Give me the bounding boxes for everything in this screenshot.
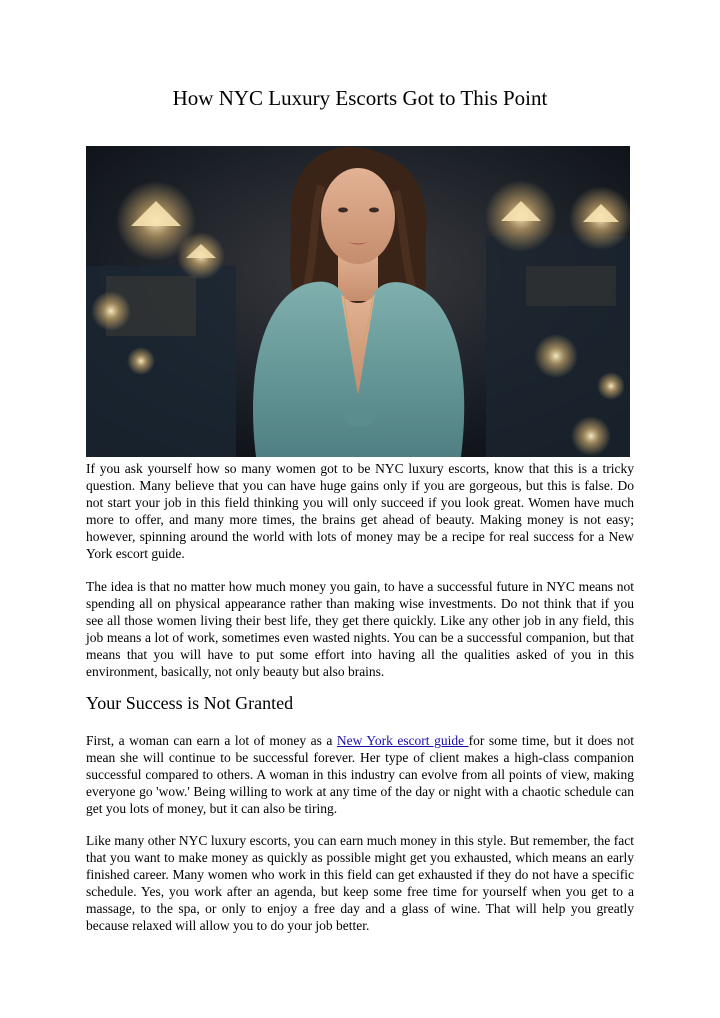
escort-guide-link[interactable]: New York escort guide — [336, 733, 469, 748]
rest-paragraph: Like many other NYC luxury escorts, you can earn much money in this style. But remember, the fact that you want to make money as quickly as possible might get you exhausted, which means an early finished career. Many women who work in this field can get exhausted if they do not have a specific schedule. Yes, you work after an agenda, but keep some free time for yourself when you get to a massage, to the spa, or only to enjoy a free day and a glass of wine. That will help you greatly because relaxed will allow you to do your job better. — [86, 833, 634, 933]
hero-photo — [86, 146, 630, 457]
section-heading: Your Success is Not Granted — [86, 693, 294, 713]
page-title: How NYC Luxury Escorts Got to This Point — [172, 86, 548, 110]
success-paragraph — [86, 732, 634, 817]
intro-paragraph: If you ask yourself how so many women got to be NYC luxury escorts, know that this is a tricky question. Many believe that you can have huge gains only if you are gorgeous, but this is false. Do not start your job in this field thinking you will only succeed if you look great. Women have much more to offer, and many more times, the brains get ahead of beauty. Making money is not easy; however, spinning around the world with lots of money may be a recipe for real success for a New York escort guide. — [86, 461, 634, 561]
success-paragraph-rest: for some time, but it does not mean she will continue to be successful forever. Her type of client makes a high-class companion successful compared to others. A woman in this industry can evolve from all points of view, making everyone go 'wow.' Being willing to work at any time of the day or night with a chaotic schedule can get you lots of money, but it can also be tiring. — [86, 733, 634, 816]
investment-paragraph: The idea is that no matter how much money you gain, to have a successful future in NYC means not spending all on physical appearance rather than making wise investments. Do not think that if you see all those women living their best life, they get there quickly. Like any other job in any field, this job means a lot of work, sometimes even wasted nights. You can be a successful companion, but that means that you will have to put some effort into having all the qualities asked of you in this environment, basically, not only beauty but also brains. — [86, 579, 634, 679]
success-paragraph-lead: First, a woman can earn a lot of money as a — [86, 733, 337, 748]
